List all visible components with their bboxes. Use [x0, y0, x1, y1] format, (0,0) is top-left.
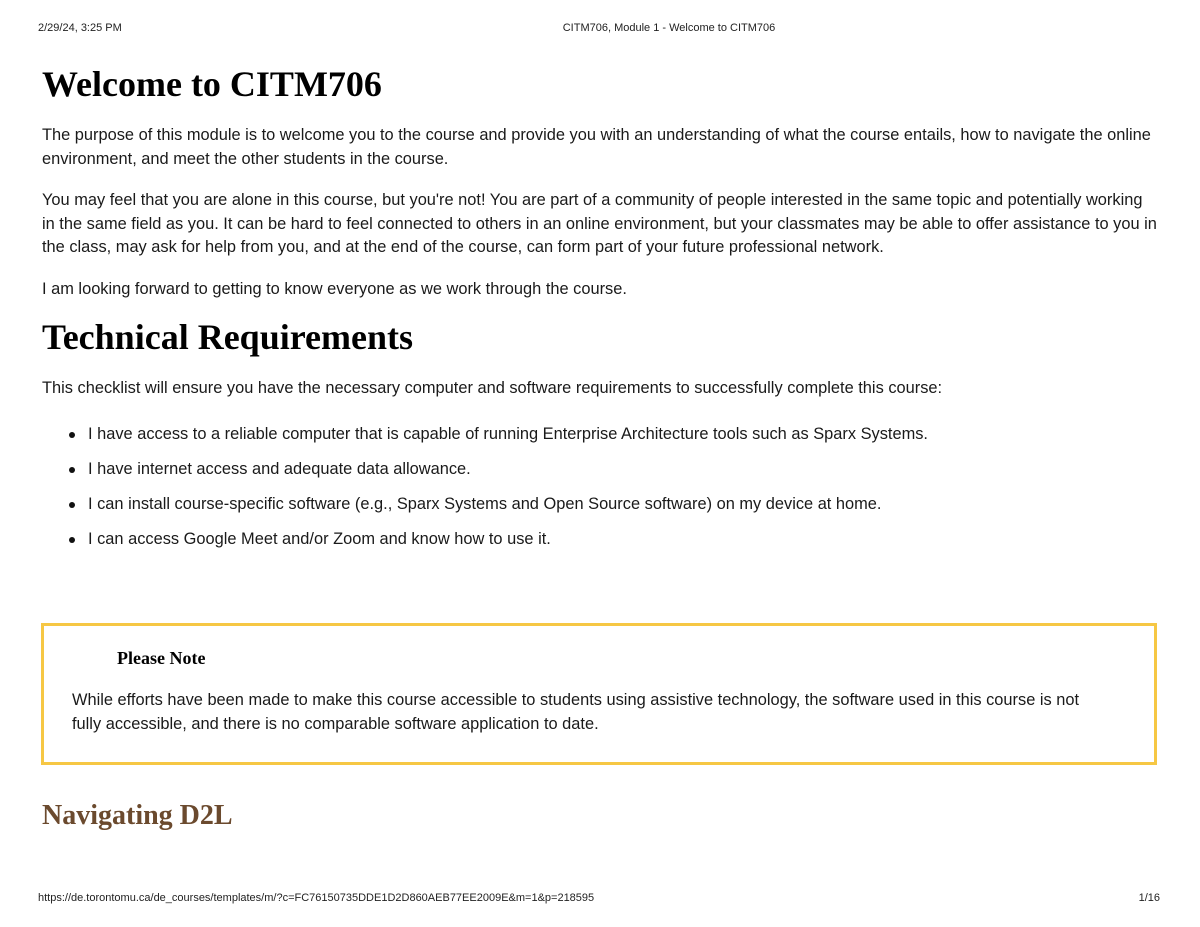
- checklist-item: I can install course-specific software (e.g., Sparx Systems and Open Source software) on my device at home.: [42, 493, 1158, 517]
- technical-intro: This checklist will ensure you have the necessary computer and software requirements to successfully complete this course:: [42, 379, 943, 397]
- main-content: [42, 62, 1158, 563]
- print-page-title: CITM706, Module 1 - Welcome to CITM706: [562, 22, 776, 34]
- print-page-number: 1/16: [1138, 892, 1160, 904]
- print-header: [0, 22, 1200, 36]
- checklist-item: I have internet access and adequate data allowance.: [42, 458, 1158, 482]
- checklist-item: I can access Google Meet and/or Zoom and know how to use it.: [42, 528, 1158, 552]
- technical-requirements-heading: Technical Requirements: [42, 317, 414, 357]
- print-url: https://de.torontomu.ca/de_courses/templates/m/?c=FC76150735DDE1D2D860AEB77EE2009E&m=1&p=218595: [38, 892, 595, 904]
- print-datetime: 2/29/24, 3:25 PM: [38, 22, 122, 34]
- welcome-paragraph: The purpose of this module is to welcome you to the course and provide you with an understanding of what the course entails, how to navigate the online environment, and meet the other students in the course.: [42, 126, 1151, 168]
- welcome-paragraph: I am looking forward to getting to know everyone as we work through the course.: [42, 279, 627, 298]
- bullet-icon: [69, 502, 75, 508]
- welcome-heading: Welcome to CITM706: [42, 64, 382, 104]
- checklist-item: I have access to a reliable computer that is capable of running Enterprise Architecture tools such as Sparx Systems.: [42, 423, 1158, 447]
- note-title: Please Note: [117, 648, 206, 668]
- navigating-d2l-heading: Navigating D2L: [42, 800, 233, 831]
- requirements-checklist: [42, 423, 1158, 552]
- bullet-icon: [69, 537, 75, 543]
- bullet-icon: [69, 432, 75, 438]
- bullet-icon: [69, 467, 75, 473]
- please-note-callout: [41, 623, 1157, 765]
- welcome-paragraph: You may feel that you are alone in this course, but you're not! You are part of a community of people interested in the same topic and potentially working in the same field as you. It can be hard to feel connected to others in an online environment, but your classmates may be able to offer assistance to you in the class, may ask for help from you, and at the end of the course, can form part of your future professional network.: [42, 191, 1157, 256]
- note-text: While efforts have been made to make this course accessible to students using assistive technology, the software used in this course is not fully accessible, and there is no comparable software application to date.: [72, 691, 1080, 733]
- print-footer: [0, 892, 1200, 906]
